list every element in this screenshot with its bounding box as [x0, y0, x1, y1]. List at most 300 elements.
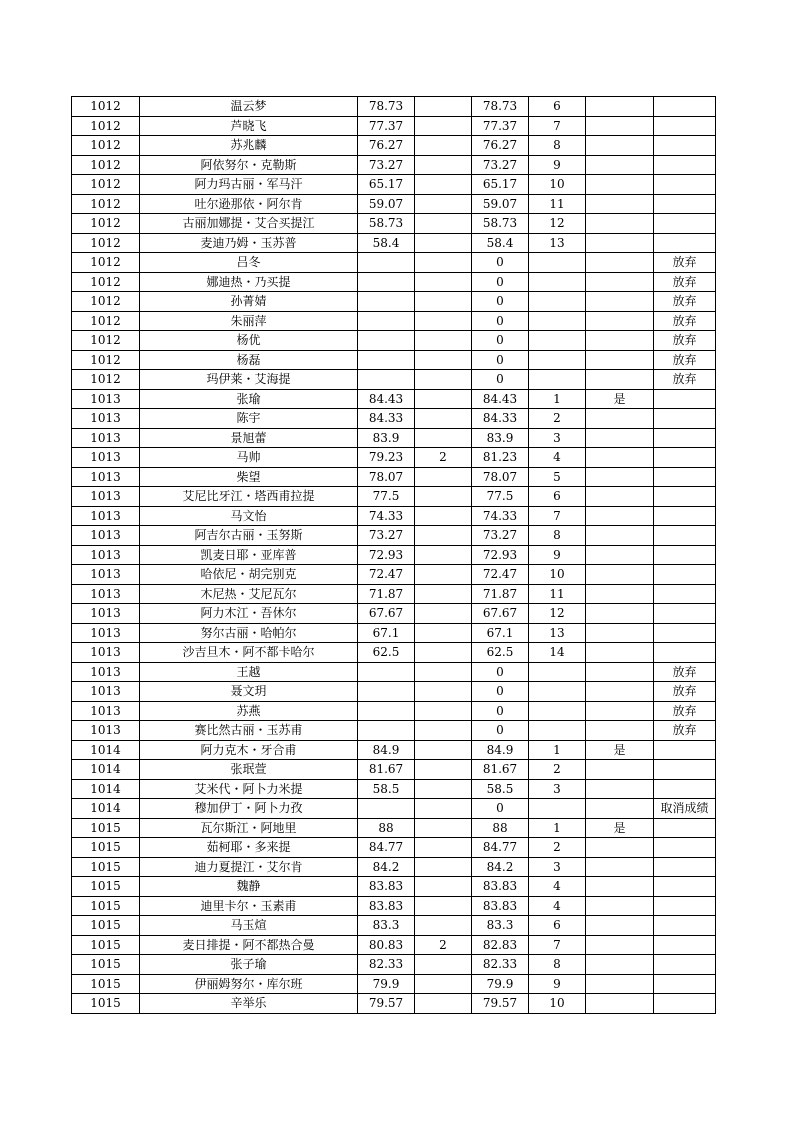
interview-flag-cell: 是	[586, 389, 654, 409]
written-score-cell: 80.83	[358, 935, 415, 955]
position-code-cell: 1014	[72, 740, 140, 760]
position-code-cell: 1012	[72, 311, 140, 331]
written-score-cell: 79.9	[358, 974, 415, 994]
name-cell: 阿力克木・牙合甫	[140, 740, 358, 760]
written-score-cell	[358, 272, 415, 292]
table-row	[72, 136, 716, 156]
name-cell: 吐尔逊那依・阿尔肯	[140, 194, 358, 214]
total-score-cell: 77.37	[472, 116, 529, 136]
total-score-cell: 67.1	[472, 623, 529, 643]
position-code-cell: 1013	[72, 506, 140, 526]
table-row	[72, 409, 716, 429]
position-code-cell: 1012	[72, 214, 140, 234]
total-score-cell: 79.57	[472, 994, 529, 1014]
name-cell: 麦日排提・阿不都热合曼	[140, 935, 358, 955]
rank-cell	[529, 253, 586, 273]
bonus-points-cell	[415, 487, 472, 507]
remark-cell	[654, 916, 716, 936]
total-score-cell: 62.5	[472, 643, 529, 663]
bonus-points-cell	[415, 97, 472, 117]
table-row	[72, 175, 716, 195]
remark-cell	[654, 877, 716, 897]
position-code-cell: 1014	[72, 779, 140, 799]
name-cell: 杨磊	[140, 350, 358, 370]
remark-cell	[654, 545, 716, 565]
bonus-points-cell	[415, 584, 472, 604]
bonus-points-cell	[415, 701, 472, 721]
name-cell: 苏兆麟	[140, 136, 358, 156]
position-code-cell: 1013	[72, 682, 140, 702]
remark-cell: 放弃	[654, 370, 716, 390]
table-row	[72, 721, 716, 741]
table-row	[72, 701, 716, 721]
remark-cell	[654, 779, 716, 799]
position-code-cell: 1013	[72, 565, 140, 585]
rank-cell: 2	[529, 409, 586, 429]
position-code-cell: 1012	[72, 194, 140, 214]
table-row	[72, 292, 716, 312]
bonus-points-cell	[415, 545, 472, 565]
rank-cell: 6	[529, 97, 586, 117]
total-score-cell: 59.07	[472, 194, 529, 214]
interview-flag-cell	[586, 565, 654, 585]
total-score-cell: 83.3	[472, 916, 529, 936]
remark-cell	[654, 643, 716, 663]
bonus-points-cell	[415, 214, 472, 234]
interview-flag-cell	[586, 116, 654, 136]
rank-cell: 6	[529, 916, 586, 936]
bonus-points-cell	[415, 604, 472, 624]
name-cell: 景旭蕾	[140, 428, 358, 448]
remark-cell: 放弃	[654, 682, 716, 702]
remark-cell: 放弃	[654, 272, 716, 292]
rank-cell: 7	[529, 506, 586, 526]
total-score-cell: 84.77	[472, 838, 529, 858]
bonus-points-cell	[415, 331, 472, 351]
name-cell: 娜迪热・乃买提	[140, 272, 358, 292]
written-score-cell: 84.9	[358, 740, 415, 760]
name-cell: 玛伊莱・艾海提	[140, 370, 358, 390]
interview-flag-cell	[586, 448, 654, 468]
interview-flag-cell: 是	[586, 818, 654, 838]
written-score-cell: 62.5	[358, 643, 415, 663]
position-code-cell: 1013	[72, 428, 140, 448]
position-code-cell: 1012	[72, 272, 140, 292]
bonus-points-cell	[415, 311, 472, 331]
interview-flag-cell	[586, 857, 654, 877]
bonus-points-cell	[415, 292, 472, 312]
rank-cell	[529, 682, 586, 702]
name-cell: 马玉煊	[140, 916, 358, 936]
rank-cell: 12	[529, 214, 586, 234]
table-row	[72, 214, 716, 234]
table-row	[72, 526, 716, 546]
bonus-points-cell	[415, 623, 472, 643]
written-score-cell: 84.2	[358, 857, 415, 877]
written-score-cell	[358, 370, 415, 390]
position-code-cell: 1015	[72, 935, 140, 955]
interview-flag-cell: 是	[586, 740, 654, 760]
total-score-cell: 58.4	[472, 233, 529, 253]
remark-cell	[654, 467, 716, 487]
name-cell: 芦晓飞	[140, 116, 358, 136]
rank-cell	[529, 292, 586, 312]
bonus-points-cell	[415, 409, 472, 429]
written-score-cell	[358, 682, 415, 702]
position-code-cell: 1013	[72, 623, 140, 643]
position-code-cell: 1013	[72, 467, 140, 487]
written-score-cell: 83.83	[358, 877, 415, 897]
remark-cell	[654, 857, 716, 877]
remark-cell	[654, 974, 716, 994]
rank-cell	[529, 799, 586, 819]
name-cell: 阿吉尔古丽・玉努斯	[140, 526, 358, 546]
remark-cell	[654, 194, 716, 214]
name-cell: 吕冬	[140, 253, 358, 273]
table-row	[72, 253, 716, 273]
rank-cell: 2	[529, 760, 586, 780]
table-row	[72, 487, 716, 507]
written-score-cell: 81.67	[358, 760, 415, 780]
interview-flag-cell	[586, 721, 654, 741]
interview-flag-cell	[586, 526, 654, 546]
position-code-cell: 1012	[72, 233, 140, 253]
table-row	[72, 428, 716, 448]
table-row	[72, 818, 716, 838]
bonus-points-cell	[415, 818, 472, 838]
written-score-cell: 67.1	[358, 623, 415, 643]
position-code-cell: 1012	[72, 292, 140, 312]
bonus-points-cell	[415, 175, 472, 195]
bonus-points-cell	[415, 370, 472, 390]
name-cell: 穆加伊丁・阿卜力孜	[140, 799, 358, 819]
written-score-cell: 77.5	[358, 487, 415, 507]
total-score-cell: 78.73	[472, 97, 529, 117]
position-code-cell: 1014	[72, 760, 140, 780]
position-code-cell: 1013	[72, 389, 140, 409]
rank-cell: 4	[529, 448, 586, 468]
total-score-cell: 0	[472, 682, 529, 702]
remark-cell	[654, 448, 716, 468]
total-score-cell: 58.73	[472, 214, 529, 234]
rank-cell: 10	[529, 994, 586, 1014]
interview-flag-cell	[586, 799, 654, 819]
written-score-cell: 83.9	[358, 428, 415, 448]
name-cell: 柴望	[140, 467, 358, 487]
name-cell: 阿力玛古丽・军马汗	[140, 175, 358, 195]
interview-flag-cell	[586, 272, 654, 292]
name-cell: 哈依尼・胡完别克	[140, 565, 358, 585]
table-row	[72, 311, 716, 331]
table-row	[72, 935, 716, 955]
interview-flag-cell	[586, 955, 654, 975]
bonus-points-cell	[415, 896, 472, 916]
position-code-cell: 1013	[72, 604, 140, 624]
name-cell: 朱丽萍	[140, 311, 358, 331]
rank-cell	[529, 311, 586, 331]
name-cell: 伊丽姆努尔・库尔班	[140, 974, 358, 994]
written-score-cell: 84.33	[358, 409, 415, 429]
position-code-cell: 1015	[72, 896, 140, 916]
total-score-cell: 78.07	[472, 467, 529, 487]
rank-cell	[529, 272, 586, 292]
name-cell: 麦迪乃姆・玉苏普	[140, 233, 358, 253]
table-row	[72, 545, 716, 565]
written-score-cell	[358, 350, 415, 370]
rank-cell: 8	[529, 136, 586, 156]
interview-flag-cell	[586, 506, 654, 526]
name-cell: 聂文玥	[140, 682, 358, 702]
position-code-cell: 1012	[72, 116, 140, 136]
remark-cell	[654, 175, 716, 195]
interview-flag-cell	[586, 701, 654, 721]
written-score-cell: 72.47	[358, 565, 415, 585]
bonus-points-cell	[415, 272, 472, 292]
bonus-points-cell	[415, 506, 472, 526]
rank-cell: 1	[529, 818, 586, 838]
table-row	[72, 955, 716, 975]
interview-flag-cell	[586, 584, 654, 604]
interview-flag-cell	[586, 916, 654, 936]
written-score-cell	[358, 662, 415, 682]
name-cell: 孙菁婧	[140, 292, 358, 312]
written-score-cell: 83.3	[358, 916, 415, 936]
table-row	[72, 916, 716, 936]
table-body	[72, 97, 716, 1014]
written-score-cell	[358, 292, 415, 312]
bonus-points-cell	[415, 233, 472, 253]
interview-flag-cell	[586, 311, 654, 331]
rank-cell: 8	[529, 526, 586, 546]
total-score-cell: 81.23	[472, 448, 529, 468]
name-cell: 阿依努尔・克勒斯	[140, 155, 358, 175]
position-code-cell: 1013	[72, 487, 140, 507]
remark-cell: 放弃	[654, 331, 716, 351]
name-cell: 木尼热・艾尼瓦尔	[140, 584, 358, 604]
written-score-cell	[358, 253, 415, 273]
bonus-points-cell	[415, 857, 472, 877]
rank-cell	[529, 370, 586, 390]
interview-flag-cell	[586, 331, 654, 351]
interview-flag-cell	[586, 623, 654, 643]
table-row	[72, 331, 716, 351]
position-code-cell: 1013	[72, 448, 140, 468]
bonus-points-cell	[415, 116, 472, 136]
rank-cell: 4	[529, 896, 586, 916]
name-cell: 艾尼比牙江・塔西甫拉提	[140, 487, 358, 507]
rank-cell	[529, 721, 586, 741]
position-code-cell: 1015	[72, 877, 140, 897]
remark-cell	[654, 565, 716, 585]
total-score-cell: 71.87	[472, 584, 529, 604]
total-score-cell: 88	[472, 818, 529, 838]
bonus-points-cell	[415, 974, 472, 994]
name-cell: 阿力木江・吾休尔	[140, 604, 358, 624]
remark-cell	[654, 97, 716, 117]
remark-cell	[654, 233, 716, 253]
table-row	[72, 740, 716, 760]
interview-flag-cell	[586, 838, 654, 858]
written-score-cell: 67.67	[358, 604, 415, 624]
remark-cell	[654, 389, 716, 409]
bonus-points-cell	[415, 467, 472, 487]
interview-flag-cell	[586, 253, 654, 273]
position-code-cell: 1012	[72, 155, 140, 175]
total-score-cell: 83.83	[472, 896, 529, 916]
interview-flag-cell	[586, 350, 654, 370]
table-row	[72, 97, 716, 117]
written-score-cell: 71.87	[358, 584, 415, 604]
name-cell: 迪力夏提江・艾尔肯	[140, 857, 358, 877]
interview-flag-cell	[586, 974, 654, 994]
bonus-points-cell	[415, 662, 472, 682]
interview-flag-cell	[586, 604, 654, 624]
written-score-cell: 58.5	[358, 779, 415, 799]
interview-flag-cell	[586, 877, 654, 897]
bonus-points-cell	[415, 136, 472, 156]
total-score-cell: 0	[472, 662, 529, 682]
position-code-cell: 1015	[72, 974, 140, 994]
interview-flag-cell	[586, 545, 654, 565]
written-score-cell: 74.33	[358, 506, 415, 526]
table-row	[72, 155, 716, 175]
written-score-cell: 78.07	[358, 467, 415, 487]
bonus-points-cell: 2	[415, 448, 472, 468]
rank-cell: 6	[529, 487, 586, 507]
bonus-points-cell	[415, 253, 472, 273]
remark-cell	[654, 760, 716, 780]
rank-cell: 8	[529, 955, 586, 975]
score-table	[71, 96, 716, 1014]
interview-flag-cell	[586, 428, 654, 448]
interview-flag-cell	[586, 662, 654, 682]
remark-cell: 放弃	[654, 350, 716, 370]
position-code-cell: 1012	[72, 350, 140, 370]
written-score-cell	[358, 311, 415, 331]
rank-cell: 7	[529, 935, 586, 955]
position-code-cell: 1015	[72, 916, 140, 936]
rank-cell	[529, 662, 586, 682]
total-score-cell: 83.83	[472, 877, 529, 897]
rank-cell: 2	[529, 838, 586, 858]
name-cell: 张子瑜	[140, 955, 358, 975]
total-score-cell: 79.9	[472, 974, 529, 994]
bonus-points-cell	[415, 643, 472, 663]
total-score-cell: 73.27	[472, 526, 529, 546]
interview-flag-cell	[586, 643, 654, 663]
bonus-points-cell	[415, 877, 472, 897]
rank-cell: 11	[529, 584, 586, 604]
name-cell: 赛比然古丽・玉苏甫	[140, 721, 358, 741]
remark-cell	[654, 409, 716, 429]
remark-cell: 取消成绩	[654, 799, 716, 819]
table-row	[72, 584, 716, 604]
remark-cell	[654, 506, 716, 526]
remark-cell: 放弃	[654, 292, 716, 312]
written-score-cell: 84.43	[358, 389, 415, 409]
bonus-points-cell	[415, 428, 472, 448]
table-row	[72, 760, 716, 780]
rank-cell: 13	[529, 623, 586, 643]
remark-cell	[654, 584, 716, 604]
table-row	[72, 643, 716, 663]
interview-flag-cell	[586, 370, 654, 390]
total-score-cell: 82.33	[472, 955, 529, 975]
remark-cell	[654, 214, 716, 234]
table-row	[72, 604, 716, 624]
rank-cell	[529, 331, 586, 351]
bonus-points-cell	[415, 389, 472, 409]
name-cell: 陈宇	[140, 409, 358, 429]
table-row	[72, 857, 716, 877]
bonus-points-cell	[415, 760, 472, 780]
table-row	[72, 896, 716, 916]
interview-flag-cell	[586, 292, 654, 312]
bonus-points-cell	[415, 838, 472, 858]
position-code-cell: 1013	[72, 662, 140, 682]
written-score-cell: 77.37	[358, 116, 415, 136]
written-score-cell	[358, 331, 415, 351]
table-row	[72, 233, 716, 253]
interview-flag-cell	[586, 467, 654, 487]
remark-cell: 放弃	[654, 721, 716, 741]
table-row	[72, 779, 716, 799]
bonus-points-cell	[415, 194, 472, 214]
name-cell: 凯麦日耶・亚库普	[140, 545, 358, 565]
total-score-cell: 84.43	[472, 389, 529, 409]
table-row	[72, 974, 716, 994]
written-score-cell	[358, 701, 415, 721]
table-row	[72, 877, 716, 897]
remark-cell: 放弃	[654, 701, 716, 721]
rank-cell: 10	[529, 175, 586, 195]
total-score-cell: 0	[472, 272, 529, 292]
name-cell: 茹柯耶・多来提	[140, 838, 358, 858]
written-score-cell: 78.73	[358, 97, 415, 117]
remark-cell	[654, 428, 716, 448]
bonus-points-cell	[415, 682, 472, 702]
total-score-cell: 83.9	[472, 428, 529, 448]
total-score-cell: 0	[472, 701, 529, 721]
interview-flag-cell	[586, 136, 654, 156]
interview-flag-cell	[586, 779, 654, 799]
name-cell: 魏静	[140, 877, 358, 897]
table-row	[72, 272, 716, 292]
total-score-cell: 77.5	[472, 487, 529, 507]
position-code-cell: 1013	[72, 545, 140, 565]
bonus-points-cell	[415, 155, 472, 175]
interview-flag-cell	[586, 155, 654, 175]
table-row	[72, 799, 716, 819]
table-row	[72, 506, 716, 526]
interview-flag-cell	[586, 896, 654, 916]
name-cell: 马帅	[140, 448, 358, 468]
rank-cell: 13	[529, 233, 586, 253]
position-code-cell: 1015	[72, 838, 140, 858]
total-score-cell: 0	[472, 292, 529, 312]
name-cell: 王越	[140, 662, 358, 682]
bonus-points-cell	[415, 721, 472, 741]
written-score-cell: 73.27	[358, 526, 415, 546]
total-score-cell: 84.2	[472, 857, 529, 877]
total-score-cell: 72.47	[472, 565, 529, 585]
bonus-points-cell	[415, 526, 472, 546]
table-row	[72, 389, 716, 409]
remark-cell	[654, 896, 716, 916]
bonus-points-cell	[415, 350, 472, 370]
total-score-cell: 58.5	[472, 779, 529, 799]
remark-cell	[654, 116, 716, 136]
